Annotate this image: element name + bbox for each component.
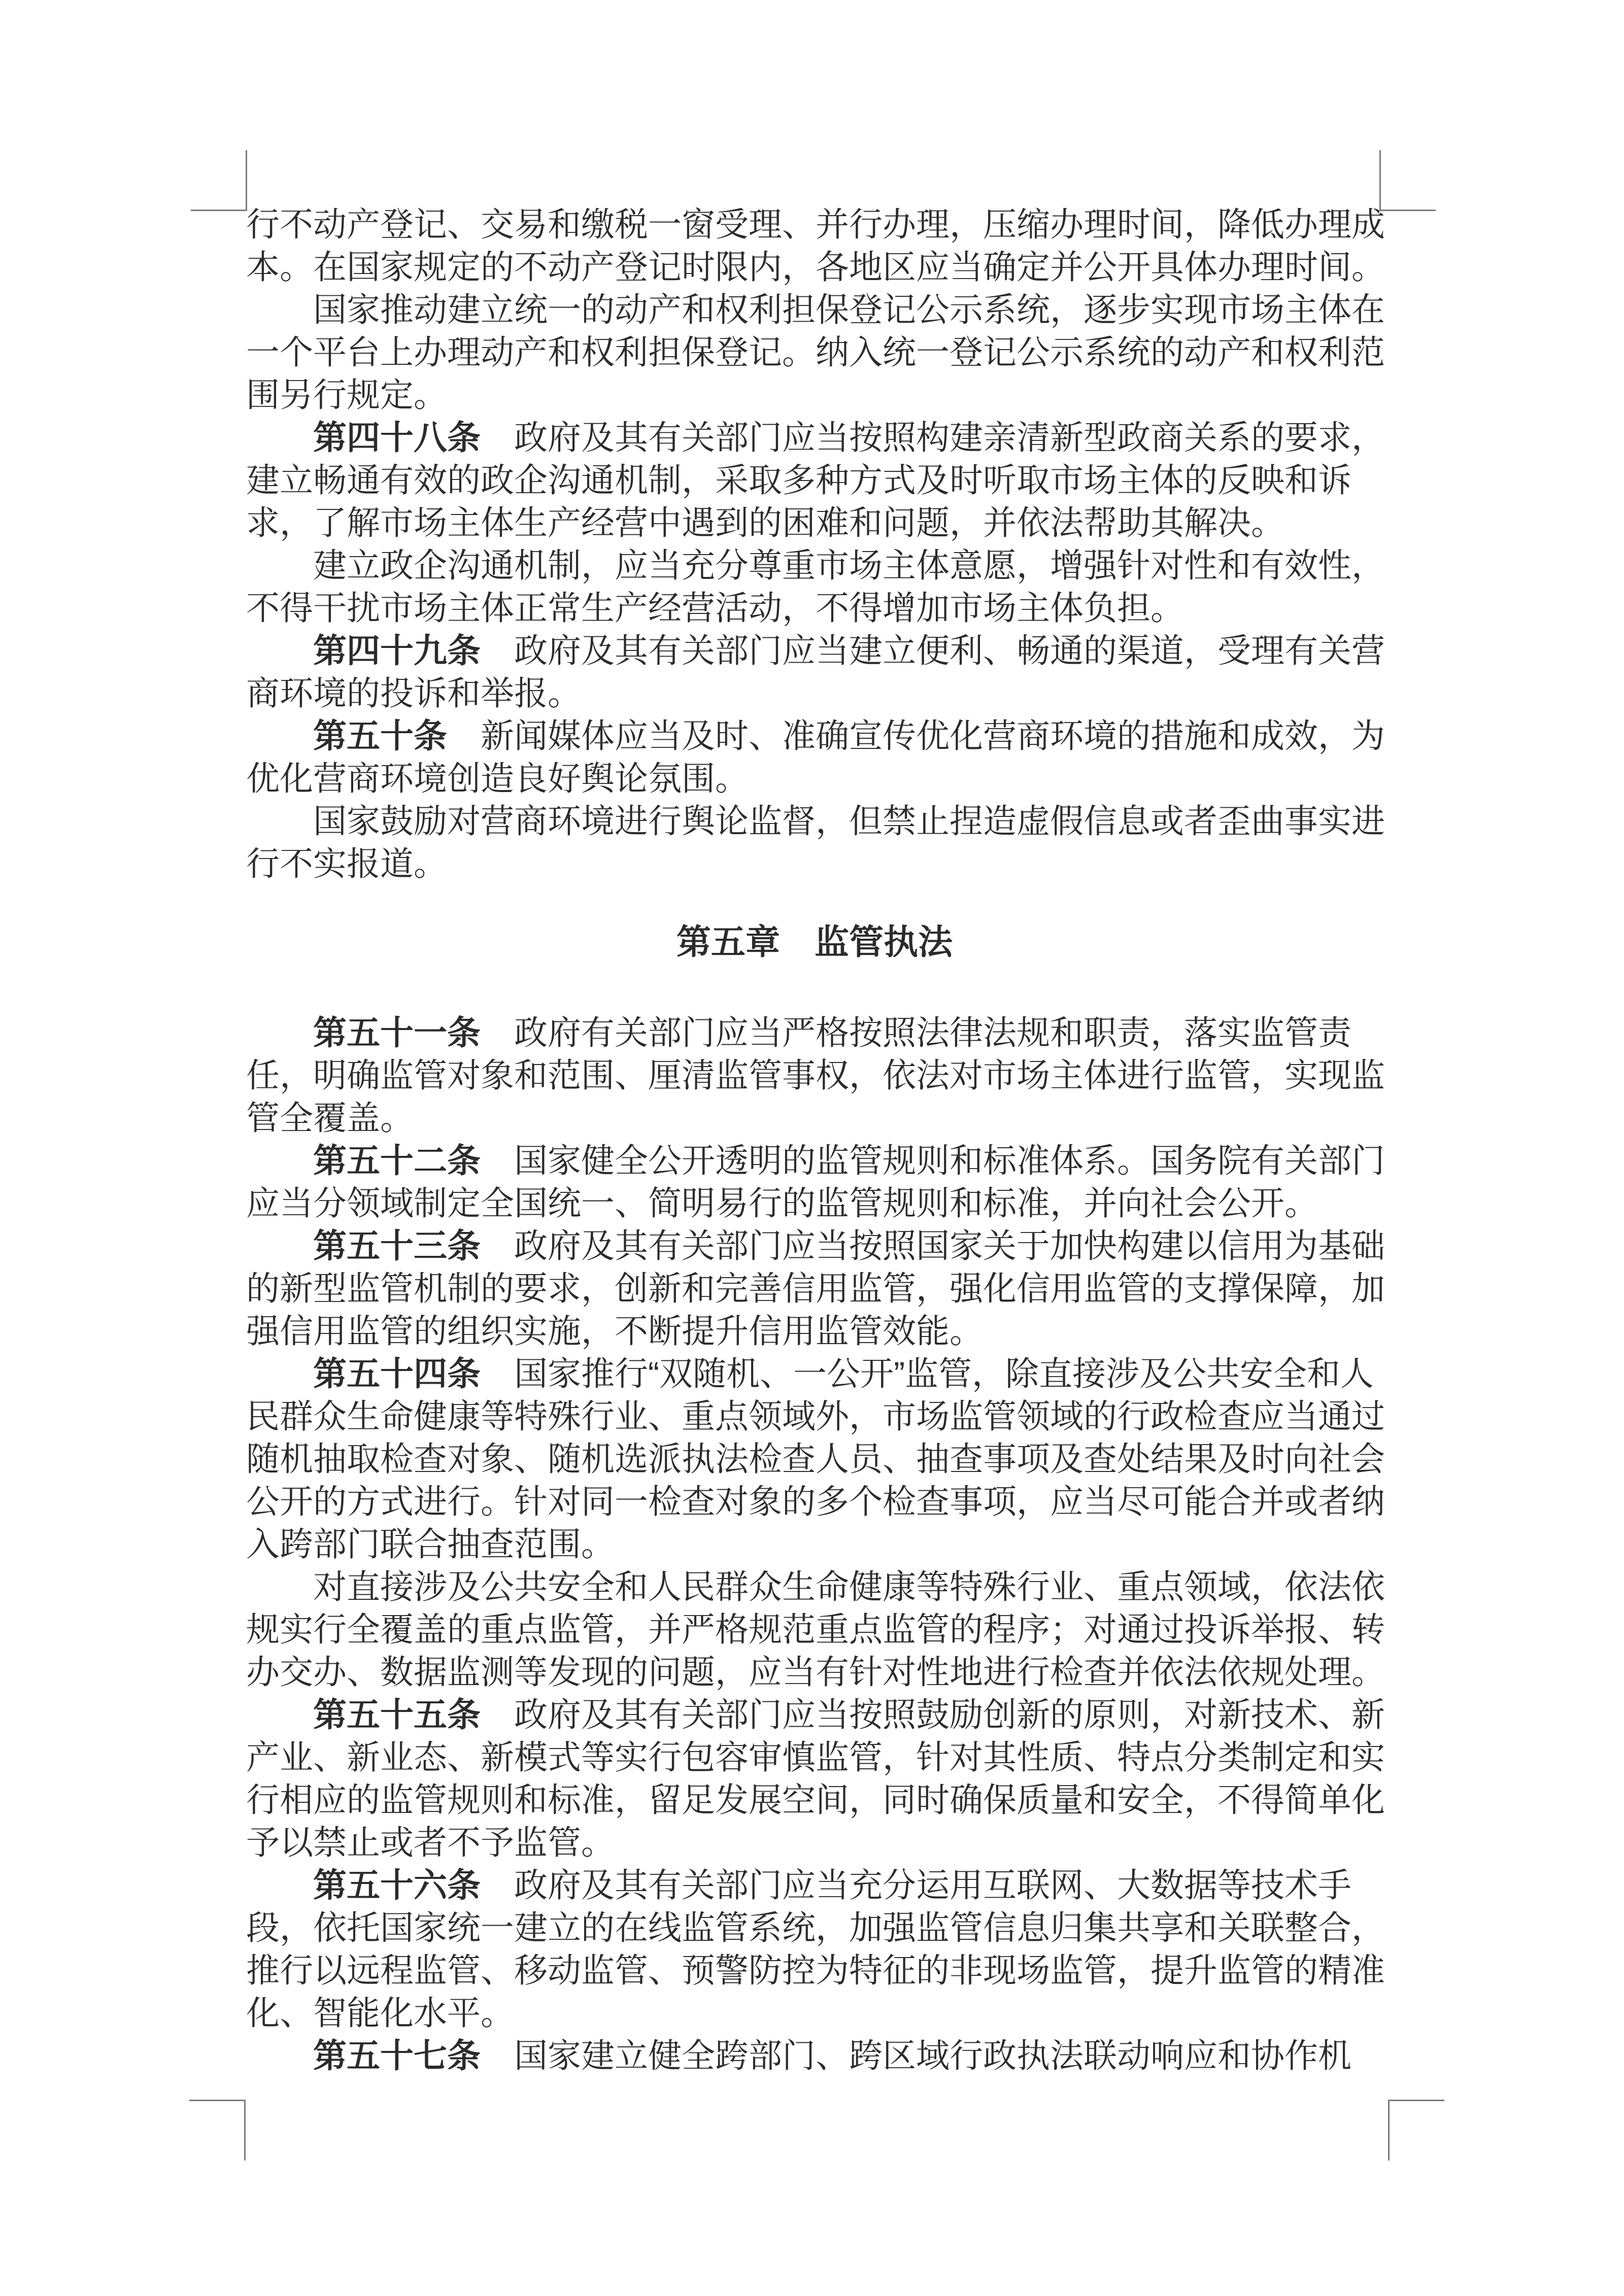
line-text: 政府及其有关部门应当按照鼓励创新的原则，对新技术、新 <box>481 1696 1385 1733</box>
article-number: 第四十八条 <box>313 419 481 456</box>
document-text-block <box>246 203 1383 2077</box>
crop-mark-top-left-vertical <box>246 150 247 211</box>
text-line: 优化营商环境创造良好舆论氛围。 <box>246 760 749 797</box>
article-number: 第五十条 <box>313 717 447 755</box>
text-line: 国家鼓励对营商环境进行舆论监督，但禁止捏造虚假信息或者歪曲事实进 <box>313 802 1385 840</box>
text-line: 对直接涉及公共安全和人民群众生命健康等特殊行业、重点领域，依法依 <box>313 1568 1385 1605</box>
text-line: 入跨部门联合抽查范围。 <box>246 1525 615 1563</box>
crop-mark-bottom-right-horizontal <box>1388 2100 1444 2101</box>
text-line: 强信用监管的组织实施，不断提升信用监管效能。 <box>246 1312 983 1350</box>
text-line <box>246 1864 1383 1906</box>
text-line: 管全覆盖。 <box>246 1099 414 1137</box>
text-line: 任，明确监管对象和范围、厘清监管事权，依法对市场主体进行监管，实现监 <box>246 1056 1385 1094</box>
line-text: 国家健全公开透明的监管规则和标准体系。国务院有关部门 <box>481 1142 1385 1179</box>
text-line: 产业、新业态、新模式等实行包容审慎监管，针对其性质、特点分类制定和实 <box>246 1738 1385 1776</box>
text-line <box>246 1011 1383 1054</box>
line-text: 国家推行“双随机、一公开”监管，除直接涉及公共安全和人 <box>481 1355 1374 1392</box>
text-line: 段，依托国家统一建立的在线监管系统，加强监管信息归集共享和关联整合， <box>246 1909 1385 1946</box>
article-number: 第五十一条 <box>313 1014 481 1051</box>
text-line <box>246 1693 1383 1736</box>
crop-mark-top-right-vertical <box>1379 150 1381 211</box>
text-line: 不得干扰市场主体正常生产经营活动，不得增加市场主体负担。 <box>246 589 1184 627</box>
text-line: 推行以远程监管、移动监管、预警防控为特征的非现场监管，提升监管的精准 <box>246 1951 1385 1989</box>
line-text: 政府及其有关部门应当充分运用互联网、大数据等技术手 <box>481 1866 1351 1904</box>
text-line <box>246 714 1383 757</box>
text-line <box>246 416 1383 459</box>
line-text: 政府及其有关部门应当按照国家关于加快构建以信用为基础 <box>481 1227 1385 1264</box>
text-line <box>246 1352 1383 1395</box>
crop-mark-top-right-horizontal <box>1379 210 1436 211</box>
text-line: 国家推动建立统一的动产和权利担保登记公示系统，逐步实现市场主体在 <box>313 291 1385 328</box>
chapter-heading: 第五章 监管执法 <box>676 923 953 962</box>
text-line <box>246 2034 1383 2077</box>
text-line: 应当分领域制定全国统一、简明易行的监管规则和标准，并向社会公开。 <box>246 1184 1318 1222</box>
text-line: 行不实报道。 <box>246 845 447 882</box>
article-number: 第五十二条 <box>313 1142 481 1179</box>
text-line: 建立政企沟通机制，应当充分尊重市场主体意愿，增强针对性和有效性， <box>313 546 1385 584</box>
line-text: 政府及其有关部门应当按照构建亲清新型政商关系的要求， <box>481 419 1385 456</box>
crop-mark-bottom-left-vertical <box>244 2100 246 2161</box>
text-line: 予以禁止或者不予监管。 <box>246 1824 615 1861</box>
article-number: 第五十六条 <box>313 1866 481 1904</box>
article-number: 第五十七条 <box>313 2037 481 2074</box>
text-line: 公开的方式进行。针对同一检查对象的多个检查事项，应当尽可能合并或者纳 <box>246 1483 1385 1520</box>
article-number: 第四十九条 <box>313 632 481 669</box>
text-line: 民群众生命健康等特殊行业、重点领域外，市场监管领域的行政检查应当通过 <box>246 1397 1385 1435</box>
text-line: 化、智能化水平。 <box>246 1994 514 2032</box>
line-text: 政府有关部门应当严格按照法律法规和职责，落实监管责 <box>481 1014 1351 1051</box>
text-line: 本。在国家规定的不动产登记时限内，各地区应当确定并公开具体办理时间。 <box>246 248 1385 286</box>
article-number: 第五十五条 <box>313 1696 481 1733</box>
text-line: 行相应的监管规则和标准，留足发展空间，同时确保质量和安全，不得简单化 <box>246 1781 1385 1819</box>
line-text: 国家建立健全跨部门、跨区域行政执法联动响应和协作机 <box>481 2037 1351 2074</box>
crop-mark-bottom-left-horizontal <box>189 2100 246 2101</box>
text-line: 办交办、数据监测等发现的问题，应当有针对性地进行检查并依法依规处理。 <box>246 1653 1385 1691</box>
line-text: 政府及其有关部门应当建立便利、畅通的渠道，受理有关营 <box>481 632 1385 669</box>
crop-mark-top-left-horizontal <box>191 210 247 211</box>
text-line <box>246 1139 1383 1182</box>
text-line: 随机抽取检查对象、随机选派执法检查人员、抽查事项及查处结果及时向社会 <box>246 1440 1385 1478</box>
text-line: 围另行规定。 <box>246 376 447 414</box>
text-line: 一个平台上办理动产和权利担保登记。纳入统一登记公示系统的动产和权利范 <box>246 333 1385 371</box>
crop-mark-bottom-right-vertical <box>1388 2100 1390 2161</box>
text-line: 建立畅通有效的政企沟通机制，采取多种方式及时听取市场主体的反映和诉 <box>246 461 1351 499</box>
text-line: 求，了解市场主体生产经营中遇到的困难和问题，并依法帮助其解决。 <box>246 504 1284 541</box>
text-line: 行不动产登记、交易和缴税一窗受理、并行办理，压缩办理时间，降低办理成 <box>246 205 1385 243</box>
text-line: 规实行全覆盖的重点监管，并严格规范重点监管的程序；对通过投诉举报、转 <box>246 1610 1385 1648</box>
article-number: 第五十四条 <box>313 1355 481 1392</box>
line-text: 新闻媒体应当及时、准确宣传优化营商环境的措施和成效，为 <box>447 717 1385 755</box>
article-number: 第五十三条 <box>313 1227 481 1264</box>
text-line <box>246 629 1383 672</box>
text-line: 的新型监管机制的要求，创新和完善信用监管，强化信用监管的支撑保障，加 <box>246 1270 1385 1307</box>
text-line: 商环境的投诉和举报。 <box>246 674 581 712</box>
text-line <box>246 1224 1383 1267</box>
